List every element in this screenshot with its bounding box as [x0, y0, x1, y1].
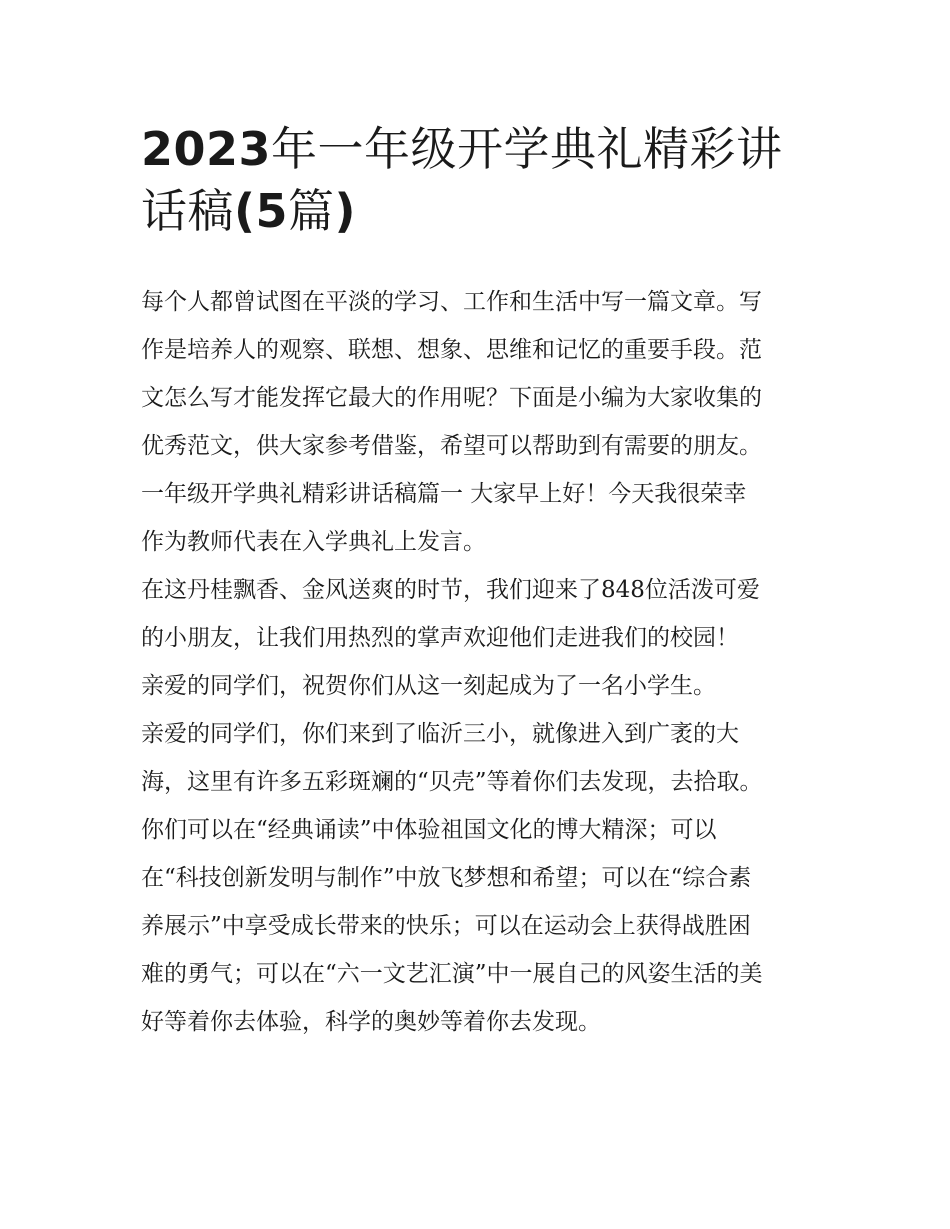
body-line: 每个人都曾试图在平淡的学习、工作和生活中写一篇文章。写 [141, 289, 762, 315]
body-line: 亲爱的同学们，你们来到了临沂三小，就像进入到广袤的大 [141, 721, 739, 747]
title-text-1: 年一年级开学典礼精彩讲 [271, 122, 783, 176]
body-line: 亲爱的同学们，祝贺你们从这一刻起成为了一名小学生。 [141, 673, 716, 699]
body-line: 作是培养人的观察、联想、想象、思维和记忆的重要手段。范 [141, 337, 762, 363]
title-year: 2023 [141, 122, 272, 176]
title-line-1 [141, 118, 813, 180]
title-text-2: 话稿 [141, 184, 234, 238]
document-page [141, 118, 813, 1046]
body-line: 在“科技创新发明与制作”中放飞梦想和希望；可以在“综合素 [141, 865, 752, 891]
title-count-close: ) [334, 184, 357, 238]
body-line: 一年级开学典礼精彩讲话稿篇一 大家早上好！今天我很荣幸 [141, 481, 747, 507]
body-line: 养展示”中享受成长带来的快乐；可以在运动会上获得战胜困 [141, 913, 751, 939]
body-line: 好等着你去体验，科学的奥妙等着你去发现。 [141, 1009, 601, 1035]
body-line: 海，这里有许多五彩斑斓的“贝壳”等着你们去发现，去拾取。 [141, 769, 763, 795]
body-line: 你们可以在“经典诵读”中体验祖国文化的博大精深；可以 [141, 817, 717, 843]
body-line: 的小朋友，让我们用热烈的掌声欢迎他们走进我们的校园！ [141, 625, 739, 651]
title-text-3: 篇 [288, 184, 335, 238]
document-body [141, 278, 813, 1046]
body-line: 难的勇气；可以在“六一文艺汇演”中一展自己的风姿生活的美 [141, 961, 763, 987]
body-line: 作为教师代表在入学典礼上发言。 [141, 529, 486, 555]
body-line: 优秀范文，供大家参考借鉴，希望可以帮助到有需要的朋友。 [141, 433, 762, 459]
title-line-2 [141, 180, 813, 242]
body-line: 在这丹桂飘香、金风送爽的时节，我们迎来了848位活泼可爱 [141, 577, 760, 603]
document-title [141, 118, 813, 242]
title-count-open: (5 [234, 184, 289, 238]
body-line: 文怎么写才能发挥它最大的作用呢？下面是小编为大家收集的 [141, 385, 762, 411]
